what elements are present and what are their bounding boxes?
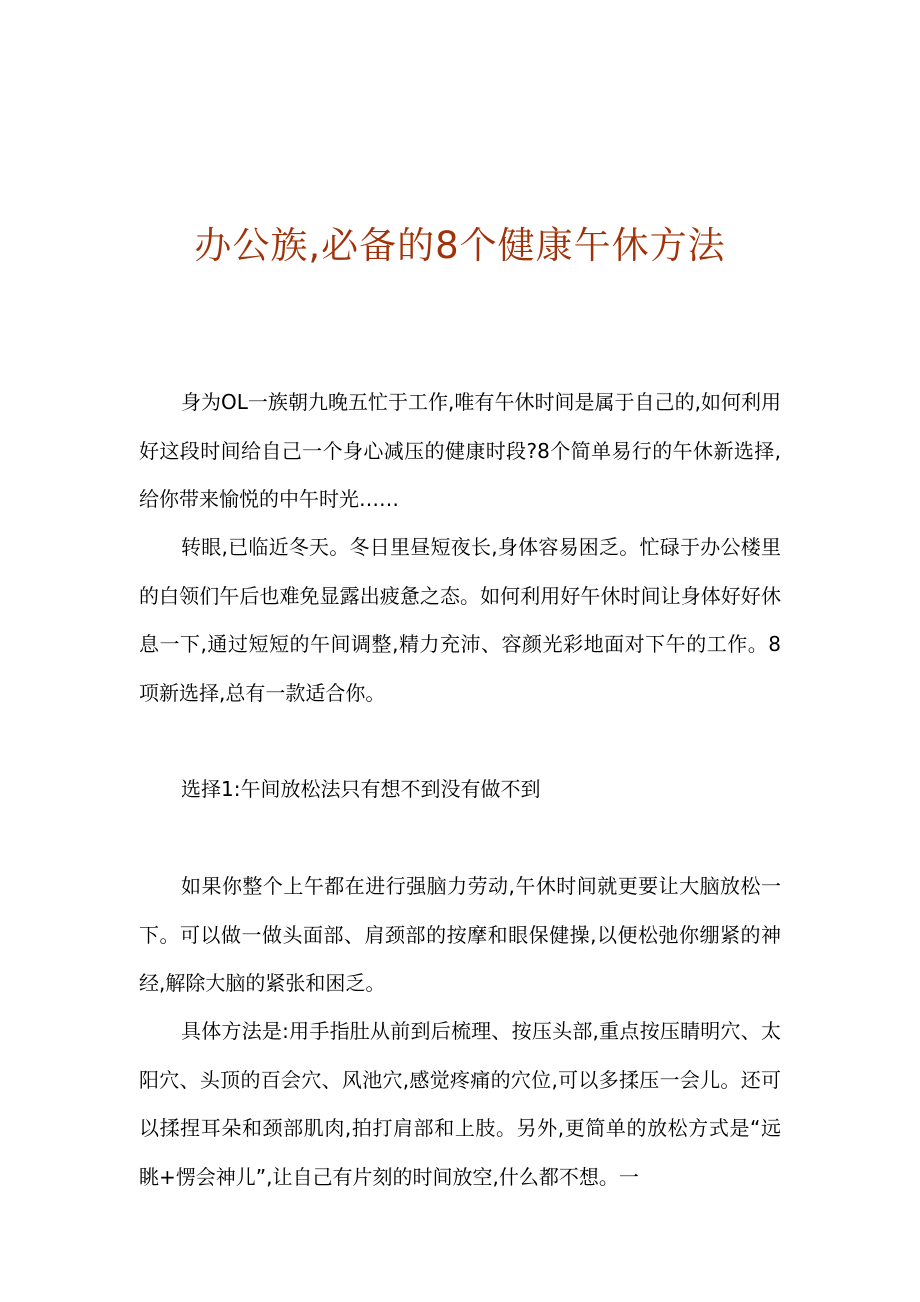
section-heading-choice-1: 选择1:午间放松法只有想不到没有做不到 <box>181 777 541 801</box>
document-title: 办公族,必备的8个健康午休方法 <box>194 224 726 267</box>
paragraph-choice-1-body: 如果你整个上午都在进行强脑力劳动,午休时间就更要让大脑放松一下。可以做一做头面部、肩颈部的按摩和眼保健操,以便松弛你绷紧的神经,解除大脑的紧张和困乏。 <box>139 874 781 995</box>
paragraph-intro: 身为OL一族朝九晚五忙于工作,唯有午休时间是属于自己的,如何利用好这段时间给自己一个身心减压的健康时段?8个简单易行的午休新选择,给你带来愉悦的中午时光…… <box>139 390 781 511</box>
paragraph-winter: 转眼,已临近冬天。冬日里昼短夜长,身体容易困乏。忙碌于办公楼里的白领们午后也难免显露出疲惫之态。如何利用好午休时间让身体好好休息一下,通过短短的午间调整,精力充沛、容颜光彩地面对下午的工作。8项新选择,总有一款适合你。 <box>139 535 781 705</box>
paragraph-choice-1-method: 具体方法是:用手指肚从前到后梳理、按压头部,重点按压睛明穴、太阳穴、头顶的百会穴、风池穴,感觉疼痛的穴位,可以多揉压一会儿。还可以揉捏耳朵和颈部肌肉,拍打肩部和上肢。另外,更简单的放松方式是“远眺+愣会神儿”,让自己有片刻的时间放空,什么都不想。一 <box>139 1019 781 1189</box>
